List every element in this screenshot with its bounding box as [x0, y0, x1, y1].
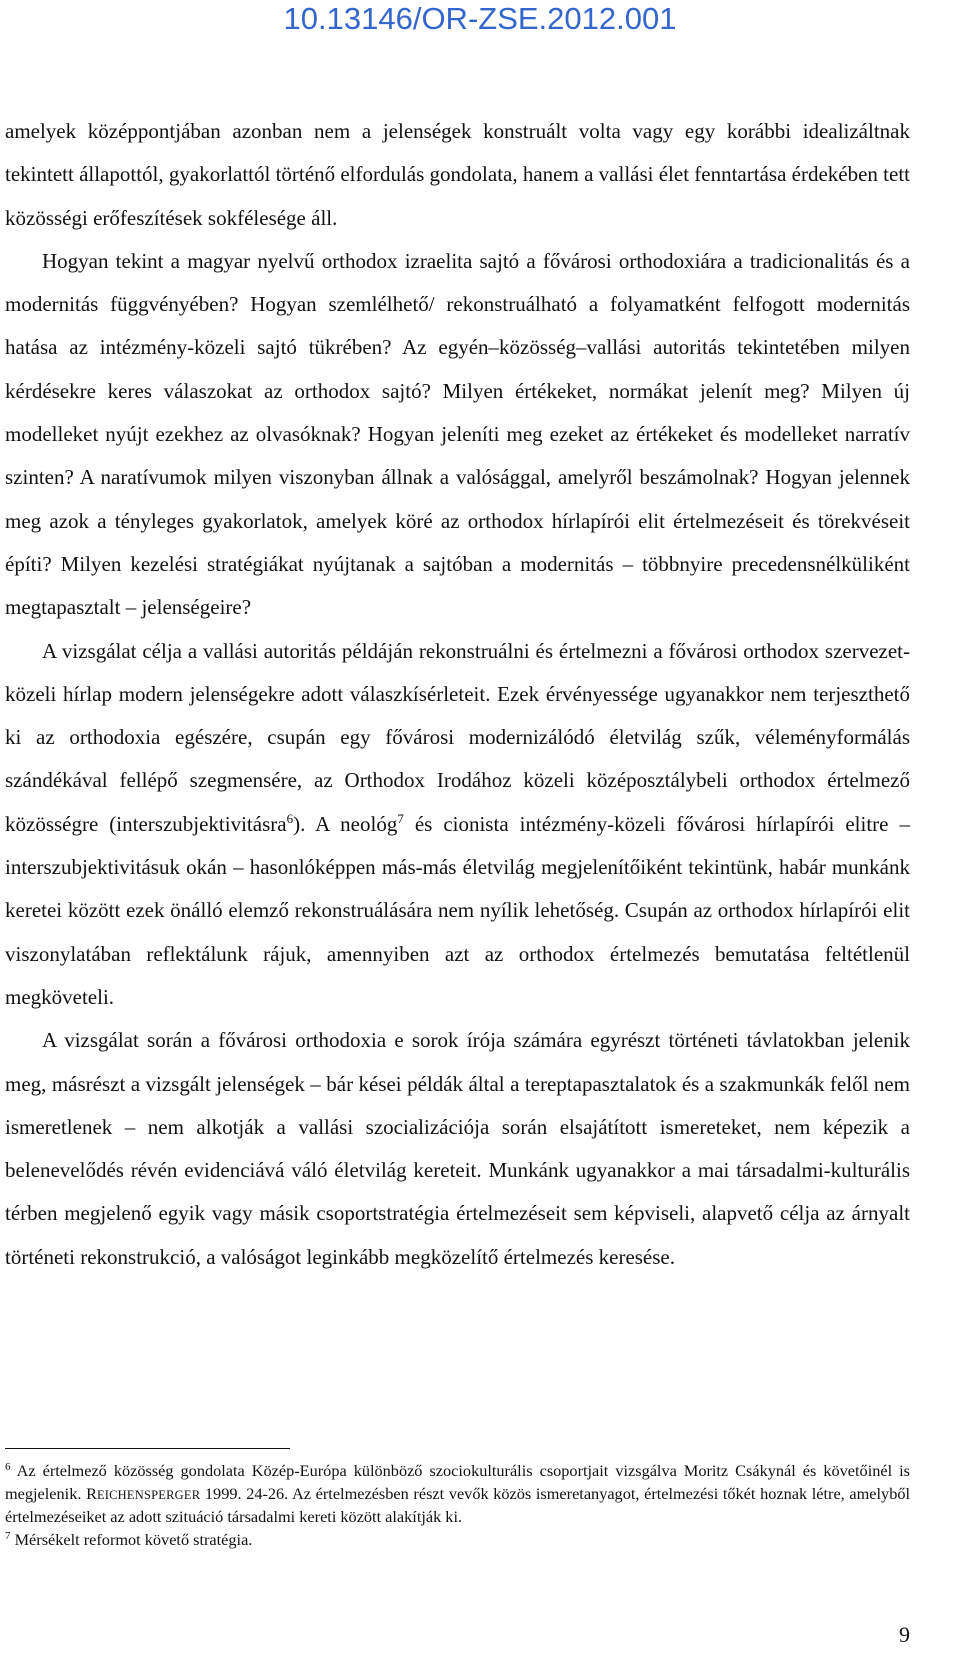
paragraph-3	[5, 630, 910, 1020]
footnote-author-smallcaps: EICHENSPERGER	[96, 1487, 201, 1502]
footnotes	[5, 1460, 910, 1551]
footnote-number: 7	[5, 1529, 11, 1542]
paragraph-3-part-b: ). A neológ	[293, 811, 398, 836]
paragraph-3-part-a: A vizsgálat célja a vallási autoritás példáján rekonstruálni és értelmezni a fővárosi orthodox szervezet-közeli hírlap modern jelenségekre adott válaszkísérleteit. Ezek érvényessége ugyanakkor nem terjeszthető ki az orthodoxia egészére, csupán egy fővárosi modernizálódó életvilág szűk, véleményformálás szándékával fellépő szegmensére, az Orthodox Irodához közeli középosztálybeli orthodox értelmező közösségre (interszubjektivitásra	[5, 638, 910, 836]
footnote-ref-6: 6	[286, 810, 294, 826]
footnote-text-cont: 1999. 24-26. Az értelmezésben részt vevők közös ismeretanyagot, értelmezési tőkét hoznak létre, amelyből értelmezéseiket az adott szituáció társadalmi kereti között alakítják ki.	[5, 1483, 911, 1526]
page-body	[5, 110, 910, 1279]
page-number: 9	[899, 1622, 910, 1647]
paragraph-2: Hogyan tekint a magyar nyelvű orthodox izraelita sajtó a fővárosi orthodoxiára a tradicionalitás és a modernitás függvényében? Hogyan szemlélhető/ rekonstruálható a folyamatként felfogott modernitás hatása az intézmény-közeli sajtó tükrében? Az egyén–közösség–vallási autoritás tekintetében milyen kérdésekre keres válaszokat az orthodox sajtó? Milyen értékeket, normákat jelenít meg? Milyen új modelleket nyújt ezekhez az olvasóknak? Hogyan jeleníti meg ezeket az értékeket és modelleket narratív szinten? A naratívumok milyen viszonyban állnak a valósággal, amelyről beszámolnak? Hogyan jelennek meg azok a tényleges gyakorlatok, amelyek köré az orthodox hírlapírói elit értelmezéseit és törekvéseit építi? Milyen kezelési stratégiákat nyújtanak a sajtóban a modernitás – többnyire precedensnélküliként megtapasztalt – jelenségeire?	[5, 248, 910, 620]
footnote-6	[5, 1460, 910, 1529]
footnote-7	[5, 1529, 910, 1552]
paragraph-3-part-c: és cionista intézmény-közeli fővárosi hírlapírói elitre – interszubjektivitásuk okán – hasonlóképpen más-más életvilág megjelenítőiként tekintünk, habár munkánk keretei között ezek önálló elemző rekonstruálására nem nyílik lehetőség. Csupán az orthodox hírlapírói elit viszonylatában reflektálunk rájuk, amennyiben azt az orthodox értelmezés bemutatása feltétlenül megköveteli.	[5, 811, 910, 1009]
doi-header: 10.13146/OR-ZSE.2012.001	[283, 1, 677, 36]
footnote-text: Mérsékelt reformot követő stratégia.	[10, 1529, 253, 1549]
footnote-ref-7: 7	[397, 810, 404, 826]
footnote-text: Az értelmező közösség gondolata Közép-Európa különböző szociokulturális csoportjait vizsgálva Moritz Csákynál és követőinél is megjelenik. R	[5, 1461, 910, 1503]
paragraph-1: amelyek középpontjában azonban nem a jelenségek konstruált volta vagy egy korábbi idealizáltnak tekintett állapottól, gyakorlattól történő elfordulás gondolata, hanem a vallási élet fenntartása érdekében tett közösségi erőfeszítések sokfélesége áll.	[5, 119, 910, 230]
footnote-divider	[5, 1448, 290, 1449]
paragraph-4: A vizsgálat során a fővárosi orthodoxia e sorok írója számára egyrészt történeti távlatokban jelenik meg, másrészt a vizsgált jelenségek – bár kései példák által a tereptapasztalatok és a szakmunkák felől nem ismeretlenek – nem alkotják a vallási szocializációja során elsajátított ismereteket, nem képezik a belenevelődés révén evidenciává váló életvilág kereteit. Munkánk ugyanakkor a mai társadalmi-kulturális térben megjelenő egyik vagy másik csoportstratégia értelmezéseit sem képviseli, alapvető célja az árnyalt történeti rekonstrukció, a valóságot leginkább megközelítő értelmezés keresése.	[5, 1028, 910, 1269]
footnote-number: 6	[5, 1461, 11, 1473]
